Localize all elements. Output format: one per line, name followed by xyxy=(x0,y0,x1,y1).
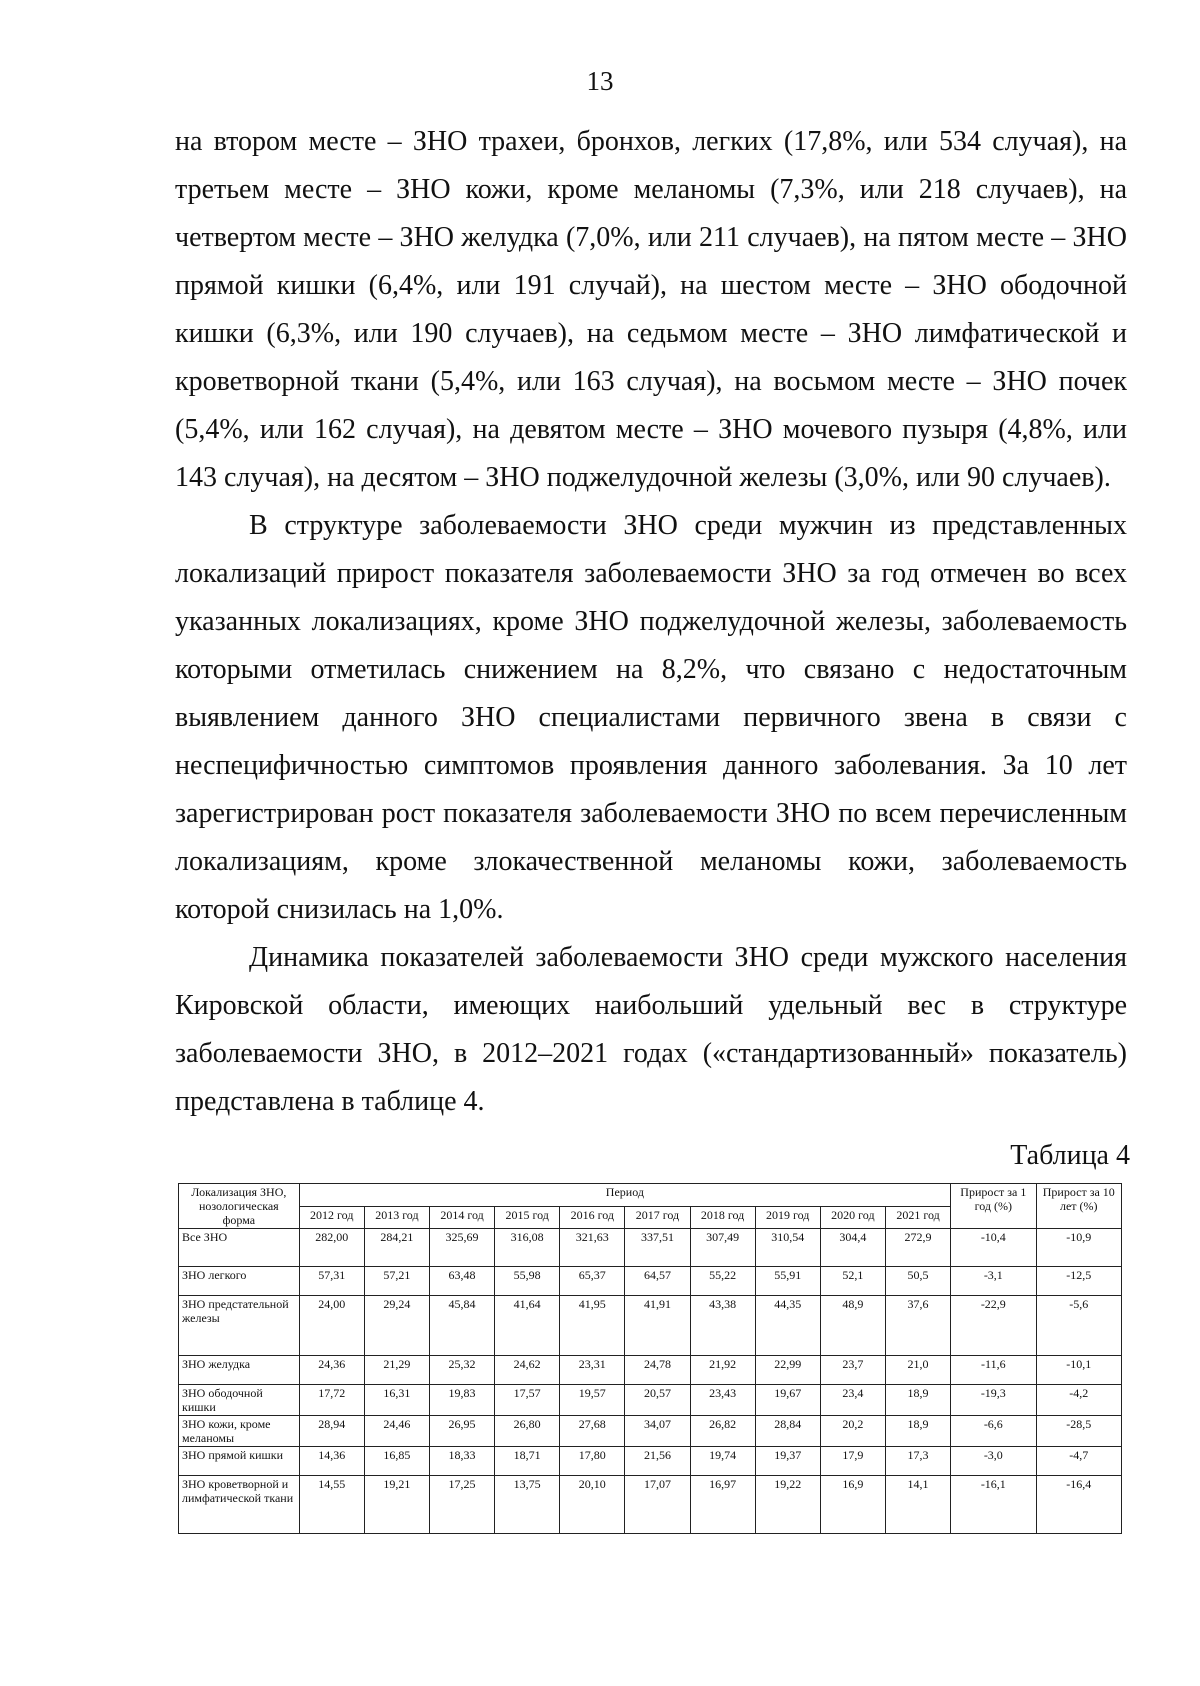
table-cell: 19,22 xyxy=(755,1476,820,1534)
header-period: Период xyxy=(299,1184,950,1207)
table-cell: 17,57 xyxy=(495,1385,560,1416)
table-cell: 17,3 xyxy=(885,1447,950,1476)
table-cell: 282,00 xyxy=(299,1229,364,1267)
table-cell: 20,2 xyxy=(820,1416,885,1447)
table-cell: 325,69 xyxy=(429,1229,494,1267)
table-cell: 41,95 xyxy=(560,1296,625,1356)
table-cell: 24,00 xyxy=(299,1296,364,1356)
table-cell: 24,46 xyxy=(364,1416,429,1447)
table-row xyxy=(179,1229,1122,1267)
table-cell: 19,83 xyxy=(429,1385,494,1416)
table-body xyxy=(179,1229,1122,1534)
table-cell: -3,1 xyxy=(951,1267,1036,1296)
header-year: 2019 год xyxy=(755,1206,820,1229)
table-cell: ЗНО предстательной железы xyxy=(179,1296,300,1356)
table-cell: 22,99 xyxy=(755,1356,820,1385)
table-cell: 23,7 xyxy=(820,1356,885,1385)
table-cell: 21,29 xyxy=(364,1356,429,1385)
table-cell: 16,9 xyxy=(820,1476,885,1534)
table-cell: 19,57 xyxy=(560,1385,625,1416)
table-cell: 23,31 xyxy=(560,1356,625,1385)
table-cell: 18,9 xyxy=(885,1385,950,1416)
table-cell: 52,1 xyxy=(820,1267,885,1296)
table-cell: 50,5 xyxy=(885,1267,950,1296)
table-cell: -11,6 xyxy=(951,1356,1036,1385)
table-cell: 55,91 xyxy=(755,1267,820,1296)
table-cell: -10,1 xyxy=(1036,1356,1121,1385)
table-cell: 17,9 xyxy=(820,1447,885,1476)
header-year: 2014 год xyxy=(429,1206,494,1229)
table-cell: 20,10 xyxy=(560,1476,625,1534)
header-location: Локализация ЗНО, нозологическая форма xyxy=(179,1184,300,1229)
table-cell: ЗНО кроветворной и лимфатической ткани xyxy=(179,1476,300,1534)
table-cell: 18,71 xyxy=(495,1447,560,1476)
header-year: 2018 год xyxy=(690,1206,755,1229)
table-cell: 48,9 xyxy=(820,1296,885,1356)
table-cell: 21,92 xyxy=(690,1356,755,1385)
table-cell: ЗНО желудка xyxy=(179,1356,300,1385)
table-cell: 14,1 xyxy=(885,1476,950,1534)
table-cell: 29,24 xyxy=(364,1296,429,1356)
table-cell: -4,7 xyxy=(1036,1447,1121,1476)
header-year: 2017 год xyxy=(625,1206,690,1229)
table-cell: 16,31 xyxy=(364,1385,429,1416)
table-cell: 16,85 xyxy=(364,1447,429,1476)
table-cell: -22,9 xyxy=(951,1296,1036,1356)
table-cell: Все ЗНО xyxy=(179,1229,300,1267)
table-row xyxy=(179,1385,1122,1416)
table-cell: 24,62 xyxy=(495,1356,560,1385)
table-cell: -3,0 xyxy=(951,1447,1036,1476)
table-row xyxy=(179,1416,1122,1447)
table-caption: Таблица 4 xyxy=(1010,1140,1130,1171)
table-cell: 284,21 xyxy=(364,1229,429,1267)
table-cell: -6,6 xyxy=(951,1416,1036,1447)
table-cell: 17,72 xyxy=(299,1385,364,1416)
table-row xyxy=(179,1296,1122,1356)
table-cell: 57,21 xyxy=(364,1267,429,1296)
table-cell: 20,57 xyxy=(625,1385,690,1416)
paragraph-3: Динамика показателей заболеваемости ЗНО среди мужского населения Кировской области, имеющих наибольший удельный вес в структуре заболеваемости ЗНО, в 2012–2021 годах («стандартизованный» показатель) представлена в таблице 4. xyxy=(175,942,1127,1117)
table-row xyxy=(179,1267,1122,1296)
header-year: 2012 год xyxy=(299,1206,364,1229)
header-year: 2015 год xyxy=(495,1206,560,1229)
incidence-table xyxy=(178,1183,1122,1534)
table-cell: 55,22 xyxy=(690,1267,755,1296)
table-cell: 24,36 xyxy=(299,1356,364,1385)
table-cell: 57,31 xyxy=(299,1267,364,1296)
table-cell: 34,07 xyxy=(625,1416,690,1447)
table-cell: -5,6 xyxy=(1036,1296,1121,1356)
table-cell: ЗНО ободочной кишки xyxy=(179,1385,300,1416)
table-cell: 27,68 xyxy=(560,1416,625,1447)
table-cell: ЗНО легкого xyxy=(179,1267,300,1296)
table-cell: ЗНО кожи, кроме меланомы xyxy=(179,1416,300,1447)
table-cell: 44,35 xyxy=(755,1296,820,1356)
page-number: 13 xyxy=(586,66,614,96)
header-year: 2020 год xyxy=(820,1206,885,1229)
table-cell: 18,9 xyxy=(885,1416,950,1447)
table-cell: 19,21 xyxy=(364,1476,429,1534)
table-cell: -28,5 xyxy=(1036,1416,1121,1447)
table-cell: 321,63 xyxy=(560,1229,625,1267)
table-cell: 17,25 xyxy=(429,1476,494,1534)
table-cell: 316,08 xyxy=(495,1229,560,1267)
table-cell: 41,64 xyxy=(495,1296,560,1356)
table-cell: ЗНО прямой кишки xyxy=(179,1447,300,1476)
table-cell: 26,82 xyxy=(690,1416,755,1447)
table-cell: 26,80 xyxy=(495,1416,560,1447)
table-cell: 63,48 xyxy=(429,1267,494,1296)
table-cell: 272,9 xyxy=(885,1229,950,1267)
header-growth-year: Прирост за 1 год (%) xyxy=(951,1184,1036,1229)
table-cell: 304,4 xyxy=(820,1229,885,1267)
header-year: 2016 год xyxy=(560,1206,625,1229)
table-cell: 23,43 xyxy=(690,1385,755,1416)
table-cell: -12,5 xyxy=(1036,1267,1121,1296)
table-row xyxy=(179,1476,1122,1534)
table-cell: 14,55 xyxy=(299,1476,364,1534)
table-cell: 28,94 xyxy=(299,1416,364,1447)
table-cell: 17,07 xyxy=(625,1476,690,1534)
table-cell: 16,97 xyxy=(690,1476,755,1534)
table-cell: 55,98 xyxy=(495,1267,560,1296)
table-cell: 337,51 xyxy=(625,1229,690,1267)
table-cell: 23,4 xyxy=(820,1385,885,1416)
header-year: 2021 год xyxy=(885,1206,950,1229)
table-row xyxy=(179,1356,1122,1385)
paragraph-2: В структуре заболеваемости ЗНО среди мужчин из представленных локализаций прирост показателя заболеваемости ЗНО за год отмечен во всех указанных локализациях, кроме ЗНО поджелудочной железы, заболеваемость которыми отметилась снижением на 8,2%, что связано с недостаточным выявлением данного ЗНО специалистами первичного звена в связи с неспецифичностью симптомов проявления данного заболевания. За 10 лет зарегистрирован рост показателя заболеваемости ЗНО по всем перечисленным локализациям, кроме злокачественной меланомы кожи, заболеваемость которой снизилась на 1,0%. xyxy=(175,510,1127,925)
body-text xyxy=(175,118,1127,1126)
header-year: 2013 год xyxy=(364,1206,429,1229)
header-growth-10: Прирост за 10 лет (%) xyxy=(1036,1184,1121,1229)
paragraph-1: на втором месте – ЗНО трахеи, бронхов, легких (17,8%, или 534 случая), на третьем месте – ЗНО кожи, кроме меланомы (7,3%, или 218 случаев), на четвертом месте – ЗНО желудка (7,0%, или 211 случаев), на пятом месте – ЗНО прямой кишки (6,4%, или 191 случай), на шестом месте – ЗНО ободочной кишки (6,3%, или 190 случаев), на седьмом месте – ЗНО лимфатической и кроветворной ткани (5,4%, или 163 случая), на восьмом месте – ЗНО почек (5,4%, или 162 случая), на девятом месте – ЗНО мочевого пузыря (4,8%, или 143 случая), на десятом – ЗНО поджелудочной железы (3,0%, или 90 случаев). xyxy=(175,126,1127,493)
table-cell: 41,91 xyxy=(625,1296,690,1356)
table-cell: 28,84 xyxy=(755,1416,820,1447)
table-cell: 25,32 xyxy=(429,1356,494,1385)
table-cell: 17,80 xyxy=(560,1447,625,1476)
table-cell: 14,36 xyxy=(299,1447,364,1476)
table-cell: 26,95 xyxy=(429,1416,494,1447)
table-cell: 307,49 xyxy=(690,1229,755,1267)
table-cell: 19,74 xyxy=(690,1447,755,1476)
table-row xyxy=(179,1447,1122,1476)
table-cell: 37,6 xyxy=(885,1296,950,1356)
table-cell: 310,54 xyxy=(755,1229,820,1267)
table-cell: -10,9 xyxy=(1036,1229,1121,1267)
table-cell: 13,75 xyxy=(495,1476,560,1534)
table-cell: 19,37 xyxy=(755,1447,820,1476)
table-cell: 65,37 xyxy=(560,1267,625,1296)
table-cell: -19,3 xyxy=(951,1385,1036,1416)
table-cell: -16,4 xyxy=(1036,1476,1121,1534)
table-cell: 21,56 xyxy=(625,1447,690,1476)
table-cell: -16,1 xyxy=(951,1476,1036,1534)
table-cell: 21,0 xyxy=(885,1356,950,1385)
table-cell: 19,67 xyxy=(755,1385,820,1416)
table-cell: 18,33 xyxy=(429,1447,494,1476)
table-cell: 64,57 xyxy=(625,1267,690,1296)
table-cell: 45,84 xyxy=(429,1296,494,1356)
table-cell: 24,78 xyxy=(625,1356,690,1385)
table-cell: -4,2 xyxy=(1036,1385,1121,1416)
table-header-row xyxy=(179,1184,1122,1207)
table-cell: 43,38 xyxy=(690,1296,755,1356)
table-cell: -10,4 xyxy=(951,1229,1036,1267)
